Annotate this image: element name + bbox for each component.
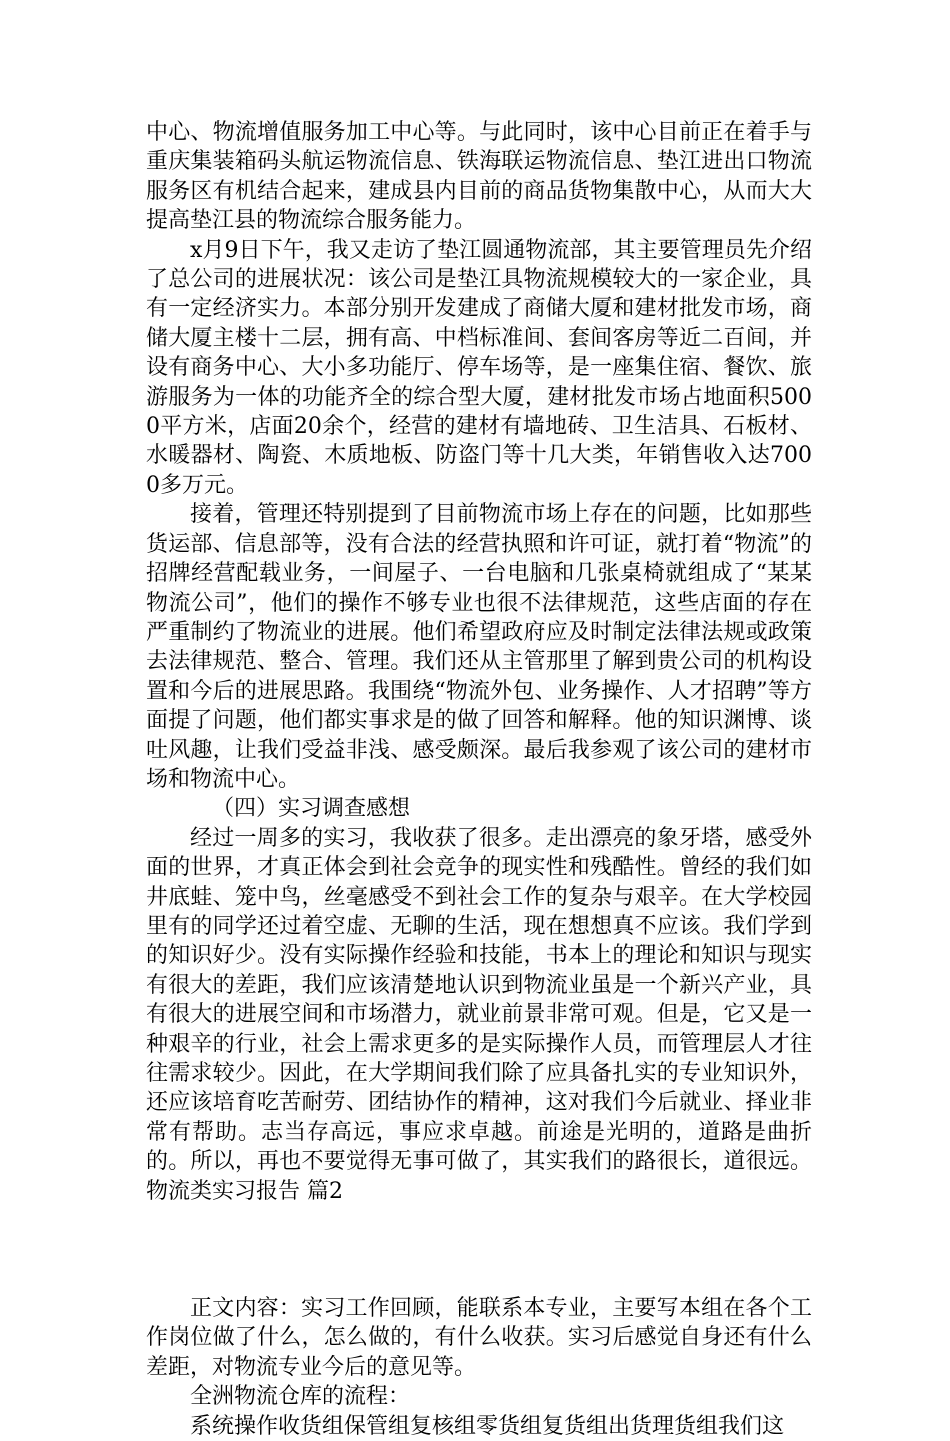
- paragraph: x月9日下午，我又走访了垫江圆通物流部，其主要管理员先介绍了总公司的进展状况：该公司是垫江具物流规模较大的一家企业，具有一定经济实力。本部分别开发建成了商储大厦和建材批发市场，商储大厦主楼十二层，拥有高、中档标准间、套间客房等近二百间，并设有商务中心、大小多功能厅、停车场等，是一座集住宿、餐饮、旅游服务为一体的功能齐全的综合型大厦，建材批发市场占地面积5000平方米，店面20余个，经营的建材有墙地砖、卫生洁具、石板材、水暖器材、陶瓷、木质地板、防盗门等十几大类，年销售收入达7000多万元。: [146, 237, 812, 498]
- paragraph: 经过一周多的实习，我收获了很多。走出漂亮的象牙塔，感受外面的世界，才真正体会到社会竞争的现实性和残酷性。曾经的我们如井底蛙、笼中鸟，丝毫感受不到社会工作的复杂与艰辛。在大学校园里有的同学还过着空虚、无聊的生活，现在想想真不应该。我们学到的知识好少。没有实际操作经验和技能，书本上的理论和知识与现实有很大的差距，我们应该清楚地认识到物流业虽是一个新兴产业，具有很大的进展空间和市场潜力，就业前景非常可观。但是，它又是一种艰辛的行业，社会上需求更多的是实际操作人员，而管理层人才往往需求较少。因此，在大学期间我们除了应具备扎实的专业知识外，还应该培育吃苦耐劳、团结协作的精神，这对我们今后就业、择业非常有帮助。志当存高远，事应求卓越。前途是光明的，道路是曲折的。所以，再也不要觉得无事可做了，其实我们的路很长，道很远。物流类实习报告 篇2: [146, 825, 812, 1204]
- section-heading: （四）实习调查感想: [212, 796, 411, 822]
- document-body: [146, 118, 812, 1441]
- paragraph: 接着，管理还特别提到了目前物流市场上存在的问题，比如那些货运部、信息部等，没有合法的经营执照和许可证，就打着“物流”的招牌经营配载业务，一间屋子、一台电脑和几张桌椅就组成了“某某物流公司”，他们的操作不够专业也很不法律规范，这些店面的存在严重制约了物流业的进展。他们希望政府应及时制定法律法规或政策去法律规范、整合、管理。我们还从主管那里了解到贵公司的机构设置和今后的进展思路。我围绕“物流外包、业务操作、人才招聘”等方面提了问题，他们都实事求是的做了回答和解释。他的知识渊博、谈吐风趣，让我们受益非浅、感受颇深。最后我参观了该公司的建材市场和物流中心。: [146, 502, 812, 792]
- paragraph: 正文内容：实习工作回顾，能联系本专业，主要写本组在各个工作岗位做了什么，怎么做的，有什么收获。实习后感觉自身还有什么差距，对物流专业今后的意见等。: [146, 1296, 812, 1380]
- paragraph: 中心、物流增值服务加工中心等。与此同时，该中心目前正在着手与重庆集装箱码头航运物流信息、铁海联运物流信息、垫江进出口物流服务区有机结合起来，建成县内目前的商品货物集散中心，从而大大提高垫江县的物流综合服务能力。: [146, 120, 812, 234]
- paragraph: 全洲物流仓库的流程：: [190, 1384, 411, 1410]
- blank-space: [146, 1206, 812, 1294]
- paragraph: 系统操作收货组保管组复核组零货组复货组出货理货组我们这: [190, 1413, 785, 1439]
